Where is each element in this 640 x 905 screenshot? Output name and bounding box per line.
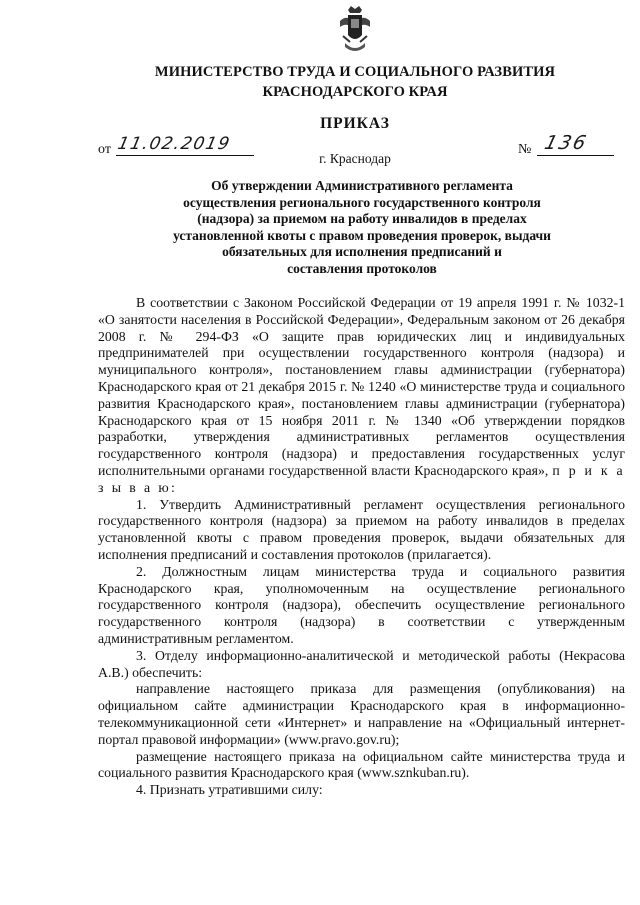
date-prefix: от: [98, 142, 111, 157]
ministry-name-line1: МИНИСТЕРСТВО ТРУДА И СОЦИАЛЬНОГО РАЗВИТИЯ: [154, 64, 556, 80]
ministry-name: [0, 62, 640, 102]
ministry-name-line2: КРАСНОДАРСКОГО КРАЯ: [262, 84, 448, 100]
heading-line: обязательных для исполнения предписаний и: [222, 244, 502, 259]
heading-line: составления протоколов: [287, 260, 437, 276]
heading-line: осуществления регионального государственного контроля: [183, 194, 541, 210]
order-body: [98, 295, 625, 799]
item-1: 1. Утвердить Административный регламент осуществления регионального государственного контроля (надзора) за приемом на работу инвалидов в пределах установленной квоты с правом проведения проверок, выдачи обязательных для исполнения предписаний и составления протоколов (прилагается).: [98, 496, 625, 562]
number-prefix: №: [518, 142, 532, 157]
city: г. Краснодар: [319, 151, 391, 166]
coat-of-arms-icon: [338, 5, 372, 55]
item-2: 2. Должностным лицам министерства труда и социального развития Краснодарского края, уполномоченным на осуществление регионального государственного контроля (надзора), обеспечить осуществление регионального государственного контроля (надзора) в соответствии с утвержденным административным регламентом.: [98, 563, 625, 646]
order-word: п р и к а з ы в а ю:: [98, 462, 625, 495]
item-3-subitem-a: направление настоящего приказа для размещения (опубликования) на официальном сайте администрации Краснодарского края в информационно-телекоммуникационной сети «Интернет» и направление на «Официальный интернет-портал правовой информации» (www.pravo.gov.ru);: [98, 681, 625, 747]
heading-line: (надзора) за приемом на работу инвалидов в пределах: [197, 211, 527, 226]
order-title: ПРИКАЗ: [320, 115, 390, 132]
handwritten-number: 136: [542, 132, 591, 154]
item-3-subitem-b: размещение настоящего приказа на официальном сайте министерства труда и социального развития Краснодарского края (www.sznkuban.ru).: [98, 748, 625, 781]
item-4: 4. Признать утратившими силу:: [136, 782, 323, 798]
preamble-paragraph: [98, 295, 625, 497]
order-heading: [0, 178, 640, 277]
heading-line: Об утверждении Административного регламента: [211, 178, 513, 193]
item-3: 3. Отделу информационно-аналитической и методической работы (Некрасова А.В.) обеспечить:: [98, 647, 625, 680]
preamble-text: В соответствии с Законом Российской Федерации от 19 апреля 1991 г. № 1032-1 «О занятости населения в Российской Федерации», Федеральным законом от 26 декабря 2008 г. № 294-ФЗ «О защите прав юридических лиц и индивидуальных предпринимателей при осуществлении государственного контроля (надзора) и муниципального контроля», постановлением главы администрации (губернатора) Краснодарского края от 21 декабря 2015 г. № 1240 «О министерстве труда и социального развития Краснодарского края», постановлением главы администрации (губернатора) Краснодарского края от 15 ноября 2011 г. № 1340 «Об утверждении порядков разработки, утверждения административных регламентов осуществления государственного контроля (надзора) и предоставления государственных услуг исполнительными органами государственной власти Краснодарского края»,: [98, 295, 625, 478]
heading-line: установленной квоты с правом проведения проверок, выдачи: [173, 227, 551, 243]
handwritten-date: 11.02.2019: [115, 134, 233, 154]
